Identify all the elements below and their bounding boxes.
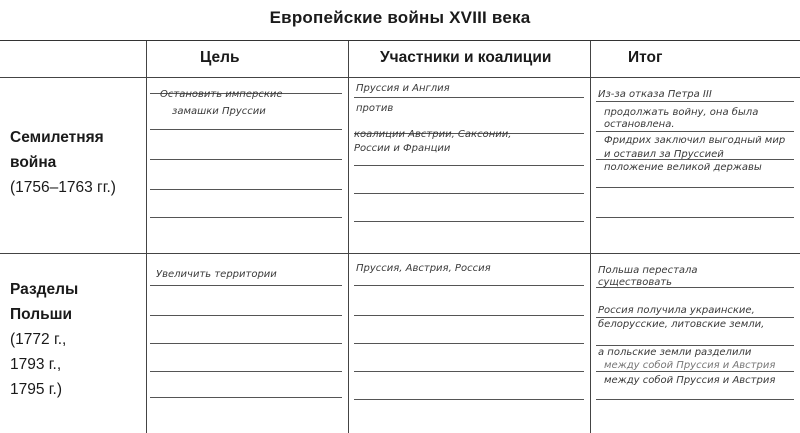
- ruled-line: [150, 159, 342, 160]
- ruled-line: [354, 285, 584, 286]
- answer-outcome-line: положение великой державы: [604, 162, 762, 173]
- ruled-line: [596, 371, 794, 372]
- answer-outcome-line: Из-за отказа Петра III: [598, 89, 712, 100]
- ruled-line: [150, 315, 342, 316]
- row-dates: (1772 г.,: [10, 331, 67, 348]
- answer-participants-line: Пруссия и Англия: [356, 83, 450, 94]
- row-dates: 1793 г.,: [10, 356, 62, 373]
- ruled-line: [354, 97, 584, 98]
- page-title: Европейские войны XVIII века: [269, 8, 531, 27]
- ruled-line: [596, 131, 794, 132]
- answer-outcome-line: между собой Пруссия и Австрия: [604, 375, 776, 386]
- header-participants: Участники и коалиции: [380, 49, 552, 66]
- answer-outcome-line: Фридрих заключил выгодный мир: [604, 135, 786, 146]
- row-dates: 1795 г.): [10, 381, 63, 398]
- ruled-line: [596, 399, 794, 400]
- worksheet-table: [0, 40, 800, 433]
- answer-goal-line: Остановить имперские: [160, 89, 283, 100]
- ruled-line: [150, 285, 342, 286]
- ruled-line: [354, 193, 584, 194]
- ruled-line: [354, 399, 584, 400]
- ruled-line: [596, 217, 794, 218]
- ruled-line: [150, 343, 342, 344]
- column-divider: [146, 41, 147, 433]
- answer-participants-line: России и Франции: [354, 143, 451, 154]
- answer-outcome-line: и оставил за Пруссией: [604, 149, 724, 160]
- ruled-line: [354, 165, 584, 166]
- row-title-line: Семилетняя: [10, 129, 104, 146]
- ruled-line: [150, 129, 342, 130]
- ruled-line: [596, 317, 794, 318]
- ruled-line: [354, 343, 584, 344]
- ruled-line: [596, 187, 794, 188]
- answer-outcome-line: продолжать войну, она была: [604, 107, 759, 118]
- answer-outcome-line: остановлена.: [604, 119, 675, 130]
- answer-outcome-line: Польша перестала: [598, 265, 698, 276]
- answer-outcome-line: белорусские, литовские земли,: [598, 319, 765, 330]
- ruled-line: [150, 371, 342, 372]
- answer-outcome-line: существовать: [598, 277, 673, 288]
- row-title-line: Польши: [10, 306, 73, 323]
- answer-goal-line: Увеличить территории: [156, 269, 277, 280]
- answer-outcome-line: а польские земли разделили: [598, 347, 752, 358]
- answer-participants-line: Пруссия, Австрия, Россия: [356, 263, 491, 274]
- ruled-line: [150, 397, 342, 398]
- ruled-line: [596, 101, 794, 102]
- answer-goal-line: замашки Пруссии: [172, 106, 266, 117]
- row-divider: [0, 253, 800, 254]
- ruled-line: [354, 315, 584, 316]
- row-label-partitions-of-poland: [10, 277, 78, 402]
- row-label-seven-years-war: [10, 125, 116, 200]
- row-title-line: Разделы: [10, 281, 79, 298]
- header-divider: [0, 77, 800, 78]
- ruled-line: [354, 371, 584, 372]
- column-divider: [590, 41, 591, 433]
- ruled-line: [150, 189, 342, 190]
- answer-outcome-line: Россия получила украинские,: [598, 305, 755, 316]
- header-outcome: Итог: [628, 49, 663, 66]
- ruled-line: [596, 345, 794, 346]
- header-goal: Цель: [200, 49, 240, 66]
- answer-outcome-line-faded: между собой Пруссия и Австрия: [604, 360, 776, 371]
- ruled-line: [150, 217, 342, 218]
- row-title-line: война: [10, 154, 57, 171]
- answer-participants-line: коалиции Австрии, Саксонии,: [354, 129, 512, 140]
- column-divider: [348, 41, 349, 433]
- answer-participants-line: против: [356, 103, 394, 114]
- ruled-line: [354, 221, 584, 222]
- row-dates: (1756–1763 гг.): [10, 179, 116, 196]
